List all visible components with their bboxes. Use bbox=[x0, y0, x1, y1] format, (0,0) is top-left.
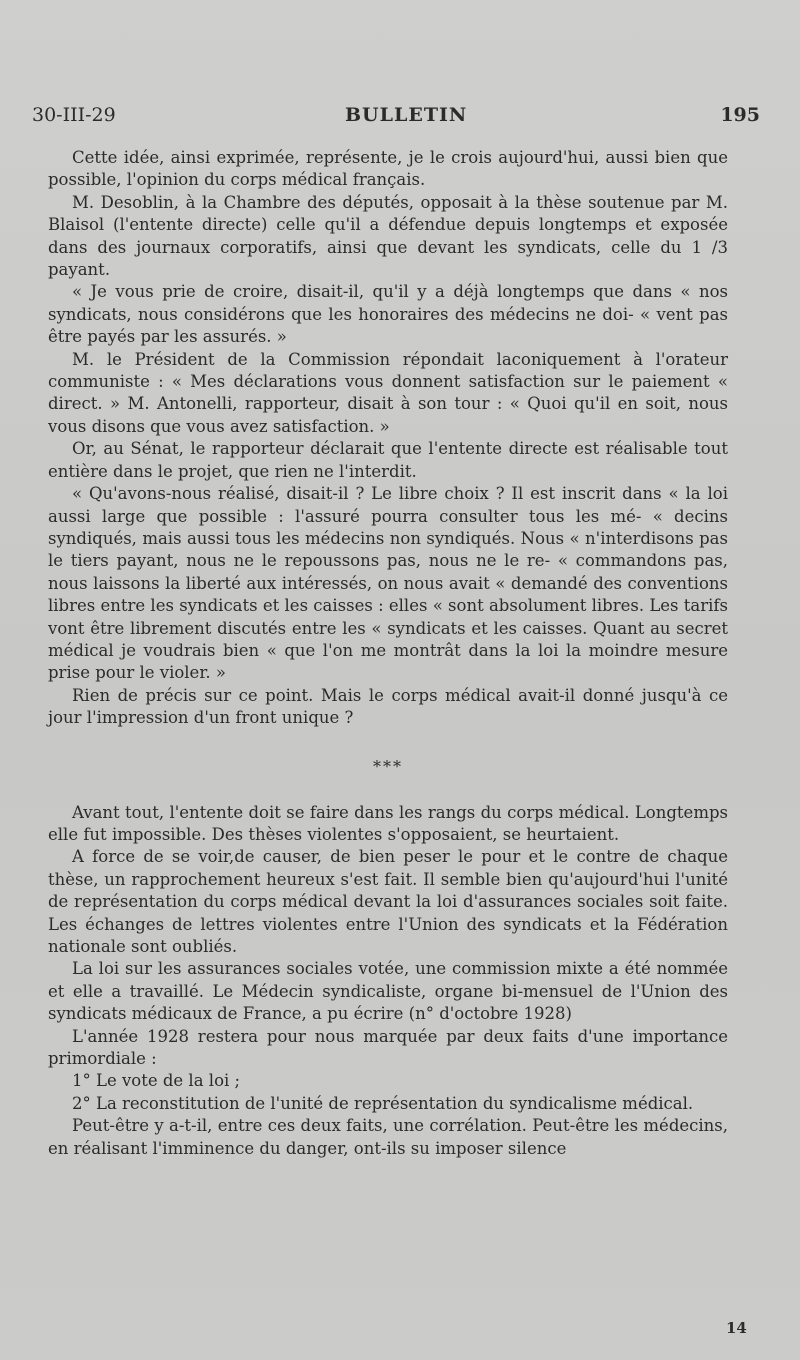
signature-mark: 14 bbox=[726, 1319, 747, 1337]
paragraph: Rien de précis sur ce point. Mais le corps médical avait-il donné jusqu'à ce jour l'impression d'un front unique ? bbox=[48, 685, 728, 728]
paragraph: Cette idée, ainsi exprimée, représente, je le crois aujourd'hui, aussi bien que possible, l'opinion du corps médical français. bbox=[48, 148, 728, 190]
paragraph: « Qu'avons-nous réalisé, disait-il ? Le libre choix ? Il est inscrit dans « la loi aussi large que possible : l'assuré pourra consulter tous les mé- « decins syndiqués, mais aussi tous les médecins non syndiqués. Nous « n'interdisons pas le tiers payant, nous ne le repoussons pas, nous ne le re- « commandons pas, nous laissons la liberté aux intéressés, on nous avait « demandé des conventions libres entre les syndicats et les caisses : elles « sont absolument libres. Les tarifs vont être librement discutés entre les « syndicats et les caisses. Quant au secret médical je voudrais bien « que l'on me montrât dans la loi la moindre mesure prise pour le violer. » bbox=[48, 484, 728, 683]
header-date: 30-III-29 bbox=[32, 104, 116, 126]
paragraph: M. Desoblin, à la Chambre des députés, opposait à la thèse soutenue par M. Blaisol (l'entente directe) celle qu'il a défendue depuis longtemps et exposée dans des journaux corporatifs, ainsi que devant les syndicats, celle du 1 /3 payant. bbox=[48, 192, 728, 280]
page-number: 195 bbox=[720, 104, 760, 126]
paragraph: L'année 1928 restera pour nous marquée par deux faits d'une importance primordiale : bbox=[48, 1026, 728, 1069]
paragraph: 1° Le vote de la loi ; bbox=[72, 1071, 241, 1091]
paragraph: La loi sur les assurances sociales votée, une commission mixte a été nommée et elle a travaillé. Le Médecin syndicaliste, organe bi-mensuel de l'Union des syndicats médicaux de France, a pu écrire (n° d'octobre 1928) bbox=[48, 959, 728, 1024]
paragraph: Peut-être y a-t-il, entre ces deux faits, une corrélation. Peut-être les médecins, en réalisant l'imminence du danger, ont-ils su imposer silence bbox=[48, 1116, 728, 1158]
paragraph: « Je vous prie de croire, disait-il, qu'il y a déjà longtemps que dans « nos syndicats, nous considérons que les honoraires des médecins ne doi- « vent pas être payés par les assurés. » bbox=[48, 282, 728, 347]
header-title: BULLETIN bbox=[345, 104, 468, 126]
paragraph: Or, au Sénat, le rapporteur déclarait que l'entente directe est réalisable tout entière dans le projet, que rien ne l'interdit. bbox=[48, 439, 728, 481]
section-separator: *** bbox=[373, 756, 403, 776]
paragraph: M. le Président de la Commission répondait laconiquement à l'orateur communiste : « Mes déclarations vous donnent satisfaction sur le paiement « direct. » M. Antonelli, rapporteur, disait à son tour : « Quoi qu'il en soit, nous vous disons que vous avez satisfaction. » bbox=[48, 349, 728, 436]
running-header bbox=[32, 104, 760, 134]
paragraph: 2° La reconstitution de l'unité de représentation du syndicalisme médical. bbox=[72, 1093, 694, 1113]
paragraph: Avant tout, l'entente doit se faire dans les rangs du corps médical. Longtemps elle fut impossible. Des thèses violentes s'opposaient, se heurtaient. bbox=[48, 802, 728, 844]
page-body bbox=[48, 147, 728, 1160]
paragraph: A force de se voir,de causer, de bien peser le pour et le contre de chaque thèse, un rapprochement heureux s'est fait. Il semble bien qu'aujourd'hui l'unité de représentation du corps médical devant la loi d'assurances sociales soit faite. Les échanges de lettres violentes entre l'Union des syndicats et la Fédération nationale sont oubliés. bbox=[48, 847, 728, 956]
